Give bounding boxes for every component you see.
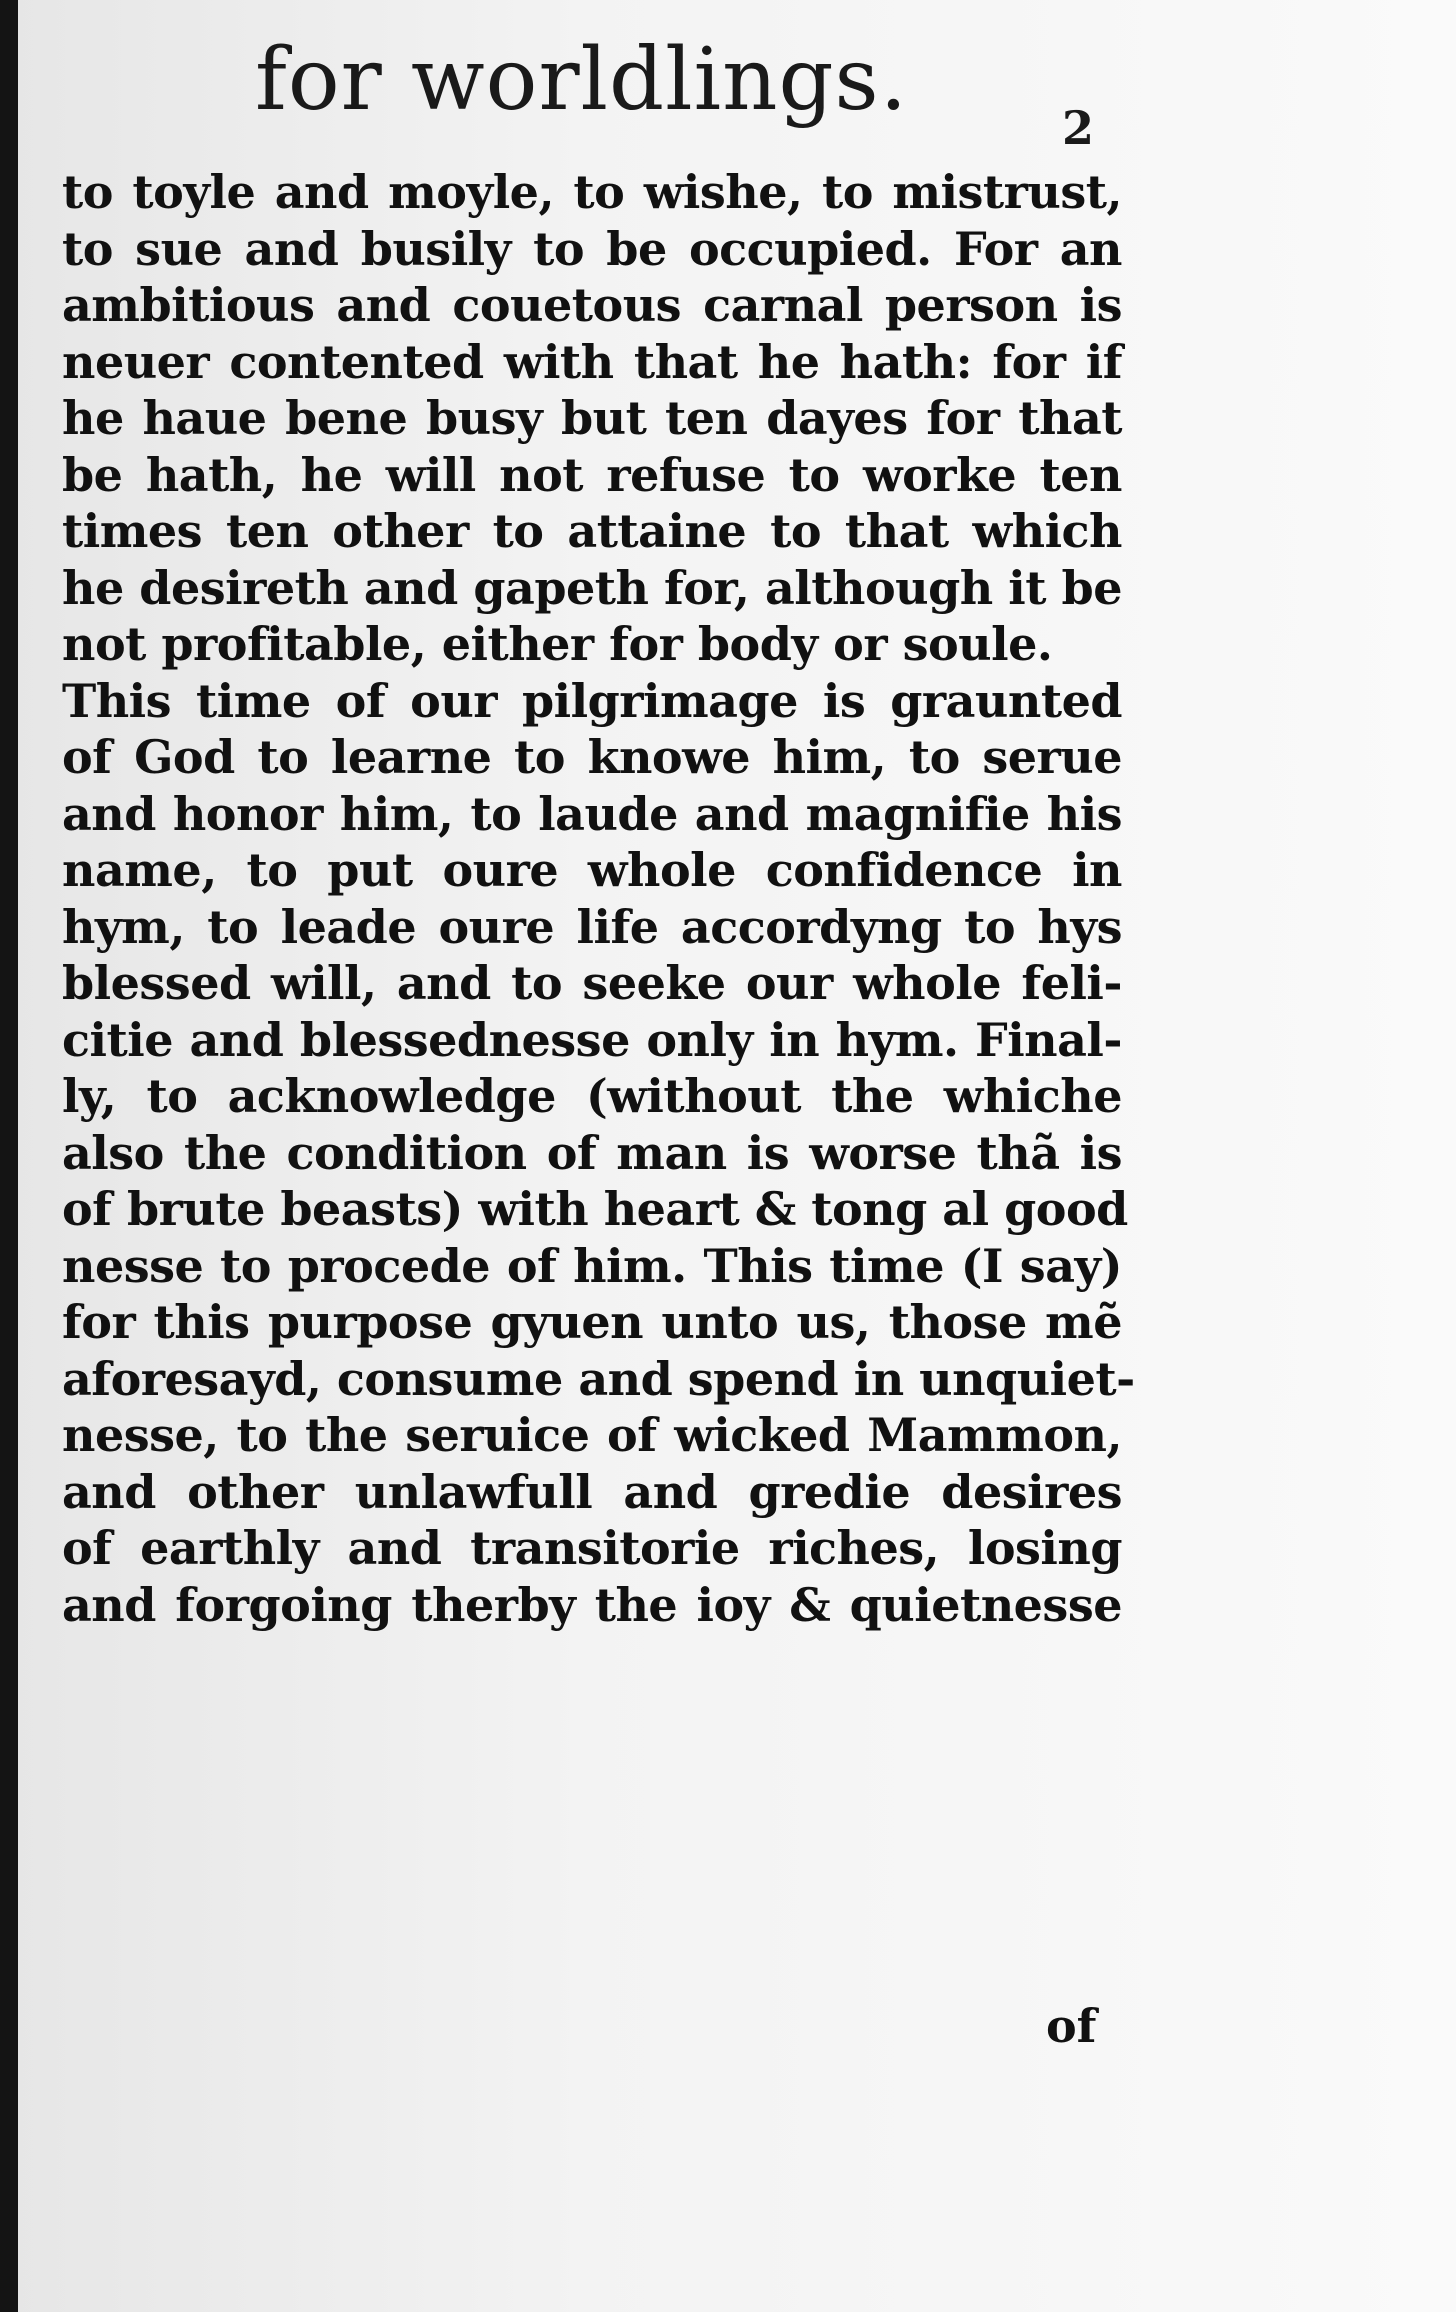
text-line: also the condition of man is worse thã is bbox=[62, 1125, 1122, 1180]
text-line: to sue and busily to be occupied. For an bbox=[62, 221, 1122, 276]
text-line: not profitable, either for body or soule. bbox=[62, 617, 1053, 671]
text-line: for this purpose gyuen unto us, those mẽ bbox=[62, 1295, 1122, 1349]
text-line: aforesayd, consume and spend in unquiet- bbox=[62, 1351, 1135, 1406]
text-line: and forgoing therby the ioy & quietnesse bbox=[62, 1577, 1122, 1632]
text-line: hym, to leade oure life accordyng to hys bbox=[62, 899, 1122, 954]
text-line: blessed will, and to seeke our whole feli- bbox=[62, 956, 1122, 1010]
text-line: neuer contented with that he hath: for if bbox=[62, 334, 1122, 389]
text-line: citie and blessednesse only in hym. Final- bbox=[62, 1012, 1122, 1067]
text-line: and honor him, to laude and magnifie his bbox=[62, 786, 1122, 841]
text-line: nesse to procede of him. This time (I say) bbox=[62, 1238, 1122, 1293]
text-line: to toyle and moyle, to wishe, to mistrust, bbox=[62, 165, 1122, 219]
text-line: of earthly and transitorie riches, losing bbox=[62, 1521, 1122, 1575]
text-line: times ten other to attaine to that which bbox=[62, 504, 1122, 558]
text-line: name, to put oure whole confidence in bbox=[62, 843, 1122, 897]
page-number: 2 bbox=[1062, 101, 1095, 155]
running-head: for worldlings. bbox=[255, 30, 909, 130]
text-line: ly, to acknowledge (without the whiche bbox=[62, 1069, 1122, 1123]
body-text bbox=[62, 164, 1135, 1633]
text-line: of brute beasts) with heart & tong al good bbox=[62, 1182, 1128, 1236]
text-line: ambitious and couetous carnal person is bbox=[62, 278, 1122, 332]
page-binding-edge bbox=[0, 0, 18, 2312]
text-line: be hath, he will not refuse to worke ten bbox=[62, 447, 1122, 502]
text-line: This time of our pilgrimage is graunted bbox=[62, 673, 1122, 728]
text-line: and other unlawfull and gredie desires bbox=[62, 1464, 1122, 1519]
text-line: of God to learne to knowe him, to serue bbox=[62, 730, 1122, 784]
text-line: nesse, to the seruice of wicked Mammon, bbox=[62, 1408, 1122, 1462]
text-line: he haue bene busy but ten dayes for that bbox=[62, 391, 1122, 445]
catchword: of bbox=[1046, 1999, 1097, 2053]
text-line: he desireth and gapeth for, although it be bbox=[62, 560, 1122, 615]
